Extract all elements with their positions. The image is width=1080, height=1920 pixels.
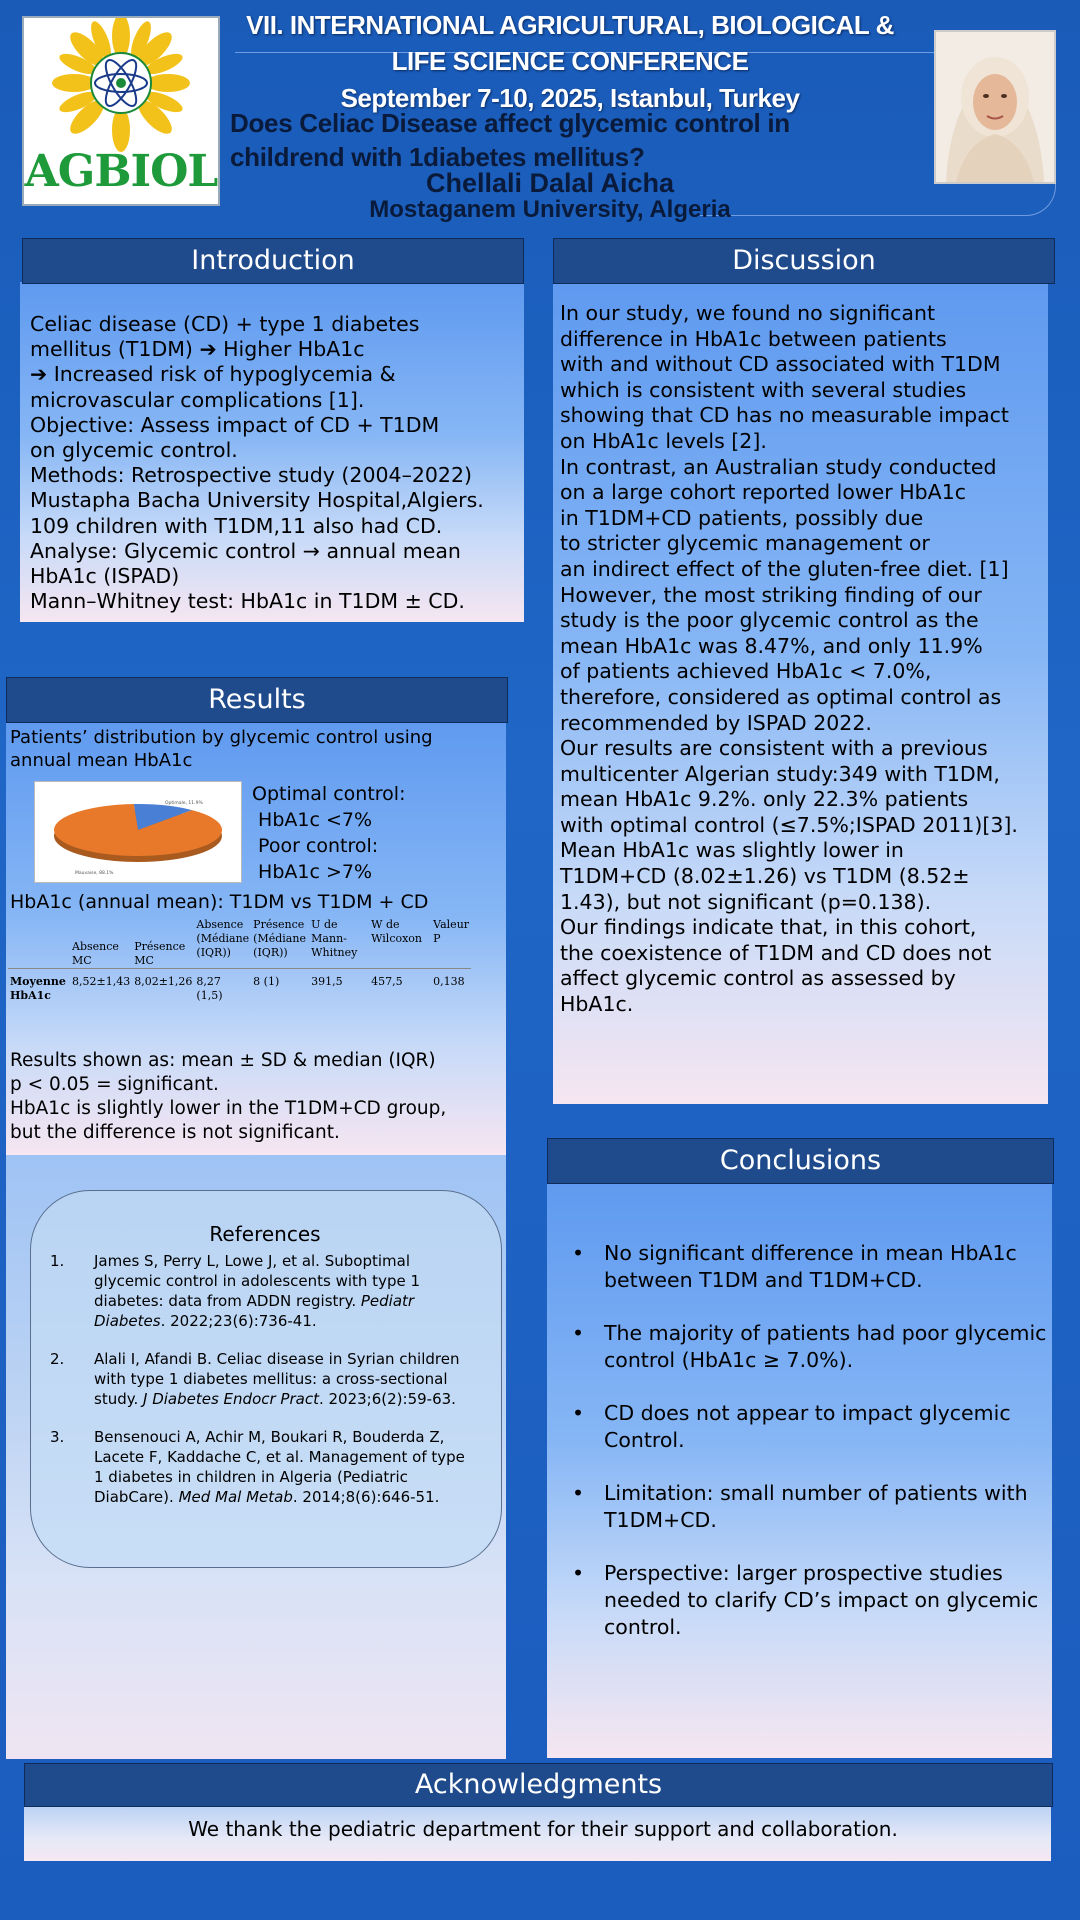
conference-title-line2: LIFE SCIENCE CONFERENCE: [391, 46, 749, 76]
results-note-line: p < 0.05 = significant.: [10, 1074, 219, 1095]
reference-text: [94, 1427, 470, 1507]
reference-number: 3.: [50, 1428, 65, 1446]
conclusion-text: The majority of patients had poor glycemic control (HbA1c ≥ 7.0%).: [604, 1321, 1047, 1372]
discussion-line: 1.43), but not significant (p=0.138).: [560, 889, 932, 914]
intro-line: 109 children with T1DM,11 also had CD.: [30, 513, 443, 538]
author-name: Chellali Dalal Aicha: [425, 168, 675, 198]
table-header-cell: Absence (Médiane (IQR)): [196, 918, 250, 959]
table-header-cell: W de Wilcoxon: [371, 918, 423, 945]
legend-optimal-label: Optimal control:: [252, 783, 406, 805]
logo-text: AGBIOL: [24, 146, 218, 197]
discussion-text: [560, 301, 1060, 1018]
reference-item: [50, 1251, 470, 1331]
discussion-line: However, the most striking finding of our: [560, 582, 982, 607]
discussion-line: recommended by ISPAD 2022.: [560, 710, 872, 735]
reference-cite: . 2023;6(2):59-63.: [318, 1390, 456, 1408]
discussion-line: difference in HbA1c between patients: [560, 326, 947, 351]
pie-label-optimal: Optimale, 11.9%: [165, 801, 203, 806]
discussion-line: therefore, considered as optimal control as: [560, 684, 1002, 709]
sunflower-atom-icon: [24, 18, 218, 158]
conclusion-item: [572, 1560, 1072, 1641]
discussion-line: of patients achieved HbA1c < 7.0%,: [560, 659, 932, 684]
table-cell: 8,52±1,43: [72, 975, 131, 988]
reference-text: [94, 1349, 470, 1409]
legend-optimal-value: HbA1c <7%: [252, 809, 373, 831]
table-row: [8, 969, 471, 1004]
conclusions-heading: Conclusions: [547, 1138, 1054, 1184]
reference-cite: . 2022;23(6):736-41.: [160, 1312, 317, 1330]
table-cell: 457,5: [371, 975, 403, 988]
conclusion-text: CD does not appear to impact glycemic Control.: [604, 1401, 1011, 1452]
intro-line: Celiac disease (CD) + type 1 diabetes: [30, 312, 420, 336]
person-portrait-icon: [936, 32, 1054, 182]
table-header-cell: U de Mann-Whitney: [311, 918, 358, 959]
reference-journal: J Diabetes Endocr Pract: [143, 1390, 319, 1408]
results-table-title: HbA1c (annual mean): T1DM vs T1DM + CD: [10, 891, 429, 913]
legend-poor-label: Poor control:: [252, 835, 379, 857]
pie-label-poor: Mauvaise, 88.1%: [75, 871, 114, 876]
discussion-line: mean HbA1c 9.2%. only 22.3% patients: [560, 787, 969, 812]
discussion-line: showing that CD has no measurable impact: [560, 403, 1009, 428]
bullet-icon: •: [572, 1321, 585, 1345]
conclusions-list: [548, 1240, 1072, 1667]
pie-legend: [252, 781, 502, 885]
discussion-line: mean HbA1c was 8.47%, and only 11.9%: [560, 633, 983, 658]
discussion-line: on HbA1c levels [2].: [560, 428, 767, 453]
reference-body: James S, Perry L, Lowe J, et al. Suboptimal glycemic control in adolescents with type 1 diabetes: data from ADDN registry.: [94, 1252, 421, 1310]
results-notes: [10, 1049, 506, 1145]
intro-line: Analyse: Glycemic control → annual mean: [30, 538, 461, 563]
reference-text: [94, 1251, 470, 1331]
discussion-line: In contrast, an Australian study conducted: [560, 454, 997, 479]
conclusion-text: Limitation: small number of patients with T1DM+CD.: [604, 1481, 1028, 1532]
reference-journal: Pediatr Diabetes: [94, 1292, 415, 1330]
bullet-icon: •: [572, 1241, 585, 1265]
acknowledgments-text: We thank the pediatric department for their support and collaboration.: [188, 1817, 898, 1841]
discussion-line: Our findings indicate that, in this cohort,: [560, 915, 977, 940]
table-cell: 8 (1): [253, 975, 280, 988]
discussion-heading: Discussion: [553, 238, 1055, 284]
table-header-cell: Présence (Médiane (IQR)): [253, 918, 306, 959]
references-heading: References: [209, 1222, 321, 1246]
results-note-line: Results shown as: mean ± SD & median (IQR): [10, 1050, 436, 1071]
table-row-label: Moyenne HbA1c: [10, 975, 66, 1002]
results-note-line: HbA1c is slightly lower in the T1DM+CD group,: [10, 1098, 447, 1119]
conclusion-text: Perspective: larger prospective studies needed to clarify CD’s impact on glycemic control.: [604, 1561, 1039, 1639]
poster-title-line2: childrend with 1diabetes mellitus?: [230, 142, 645, 172]
conclusion-text: No significant difference in mean HbA1c between T1DM and T1DM+CD.: [604, 1241, 1017, 1292]
table-cell: 8,02±1,26: [134, 975, 193, 988]
conference-title-line1: VII. INTERNATIONAL AGRICULTURAL, BIOLOGICAL &: [246, 10, 894, 40]
table-header-cell: Absence MC: [72, 940, 119, 967]
discussion-line: which is consistent with several studies: [560, 377, 967, 402]
discussion-line: to stricter glycemic management or: [560, 531, 930, 556]
reference-number: 1.: [50, 1252, 65, 1270]
glycemic-control-pie-chart: [35, 782, 241, 882]
legend-poor-value: HbA1c >7%: [252, 861, 373, 883]
intro-line: on glycemic control.: [30, 438, 238, 463]
reference-body: Alali I, Afandi B. Celiac disease in Syrian children with type 1 diabetes mellitus: a cross-sectional study.: [94, 1350, 460, 1408]
acknowledgments-heading: Acknowledgments: [24, 1763, 1053, 1807]
discussion-line: HbA1c.: [560, 992, 634, 1017]
table-header-cell: Valeur P: [433, 918, 470, 945]
results-caption-line: annual mean HbA1c: [10, 750, 193, 771]
discussion-line: multicenter Algerian study:349 with T1DM,: [560, 761, 1000, 786]
discussion-line: study is the poor glycemic control as the: [560, 608, 979, 633]
table-cell: 391,5: [311, 975, 343, 988]
bullet-icon: •: [572, 1561, 585, 1585]
bullet-icon: •: [572, 1401, 585, 1425]
poster-title-line1: Does Celiac Disease affect glycemic control in: [230, 108, 790, 138]
conclusion-item: [572, 1240, 1072, 1294]
discussion-line: In our study, we found no significant: [560, 301, 935, 325]
discussion-line: with and without CD associated with T1DM: [560, 352, 1001, 377]
conclusion-item: [572, 1400, 1072, 1454]
discussion-line: Mean HbA1c was slightly lower in: [560, 838, 904, 863]
author-photo: [934, 30, 1056, 184]
conclusion-item: [572, 1320, 1072, 1374]
agbiol-logo: [22, 16, 220, 206]
intro-line: Methods: Retrospective study (2004–2022): [30, 463, 473, 488]
intro-line: ➔ Increased risk of hypoglycemia &: [30, 362, 396, 387]
conclusion-item: [572, 1480, 1072, 1534]
author-affiliation: Mostaganem University, Algeria: [369, 196, 731, 223]
discussion-line: Our results are consistent with a previous: [560, 736, 988, 761]
intro-line: Objective: Assess impact of CD + T1DM: [30, 412, 440, 437]
discussion-line: in T1DM+CD patients, possibly due: [560, 505, 924, 530]
discussion-line: T1DM+CD (8.02±1.26) vs T1DM (8.52±: [560, 864, 970, 889]
table-header-row: [8, 918, 471, 969]
bullet-icon: •: [572, 1481, 585, 1505]
introduction-text: [30, 312, 526, 614]
reference-item: [50, 1427, 470, 1507]
discussion-line: affect glycemic control as assessed by: [560, 966, 956, 991]
discussion-line: an indirect effect of the gluten-free diet. [1]: [560, 556, 1009, 581]
results-distribution-caption: [10, 726, 502, 772]
table-cell: 0,138: [433, 975, 465, 988]
results-heading: Results: [6, 677, 508, 723]
results-table: [8, 918, 504, 1003]
references-list: [50, 1251, 470, 1507]
conference-date-place: September 7-10, 2025, Istanbul, Turkey: [340, 83, 800, 113]
introduction-heading: Introduction: [22, 238, 524, 284]
discussion-line: the coexistence of T1DM and CD does not: [560, 940, 992, 965]
table-header-cell: Présence MC: [134, 940, 186, 967]
discussion-line: with optimal control (≤7.5%;ISPAD 2011)[3].: [560, 812, 1018, 837]
intro-line: microvascular complications [1].: [30, 387, 365, 412]
hba1c-comparison-table: [8, 918, 471, 1003]
intro-line: HbA1c (ISPAD): [30, 564, 180, 589]
intro-line: Mustapha Bacha University Hospital,Algiers.: [30, 488, 484, 513]
reference-item: [50, 1349, 470, 1409]
pie-chart-box: [34, 781, 242, 883]
reference-body: Bensenouci A, Achir M, Boukari R, Bouderda Z, Lacete F, Kaddache C, et al. Management of type 1 diabetes in children in Algeria (Pediatric DiabCare).: [94, 1428, 465, 1506]
results-note-line: but the difference is not significant.: [10, 1122, 340, 1143]
results-caption-line: Patients’ distribution by glycemic control using: [10, 727, 433, 748]
intro-line: mellitus (T1DM) ➔ Higher HbA1c: [30, 337, 365, 362]
reference-cite: . 2014;8(6):646-51.: [292, 1488, 440, 1506]
reference-number: 2.: [50, 1350, 65, 1368]
intro-line: Mann–Whitney test: HbA1c in T1DM ± CD.: [30, 589, 465, 614]
table-cell: 8,27 (1,5): [196, 975, 223, 1002]
discussion-line: on a large cohort reported lower HbA1c: [560, 480, 967, 505]
reference-journal: Med Mal Metab: [178, 1488, 293, 1506]
